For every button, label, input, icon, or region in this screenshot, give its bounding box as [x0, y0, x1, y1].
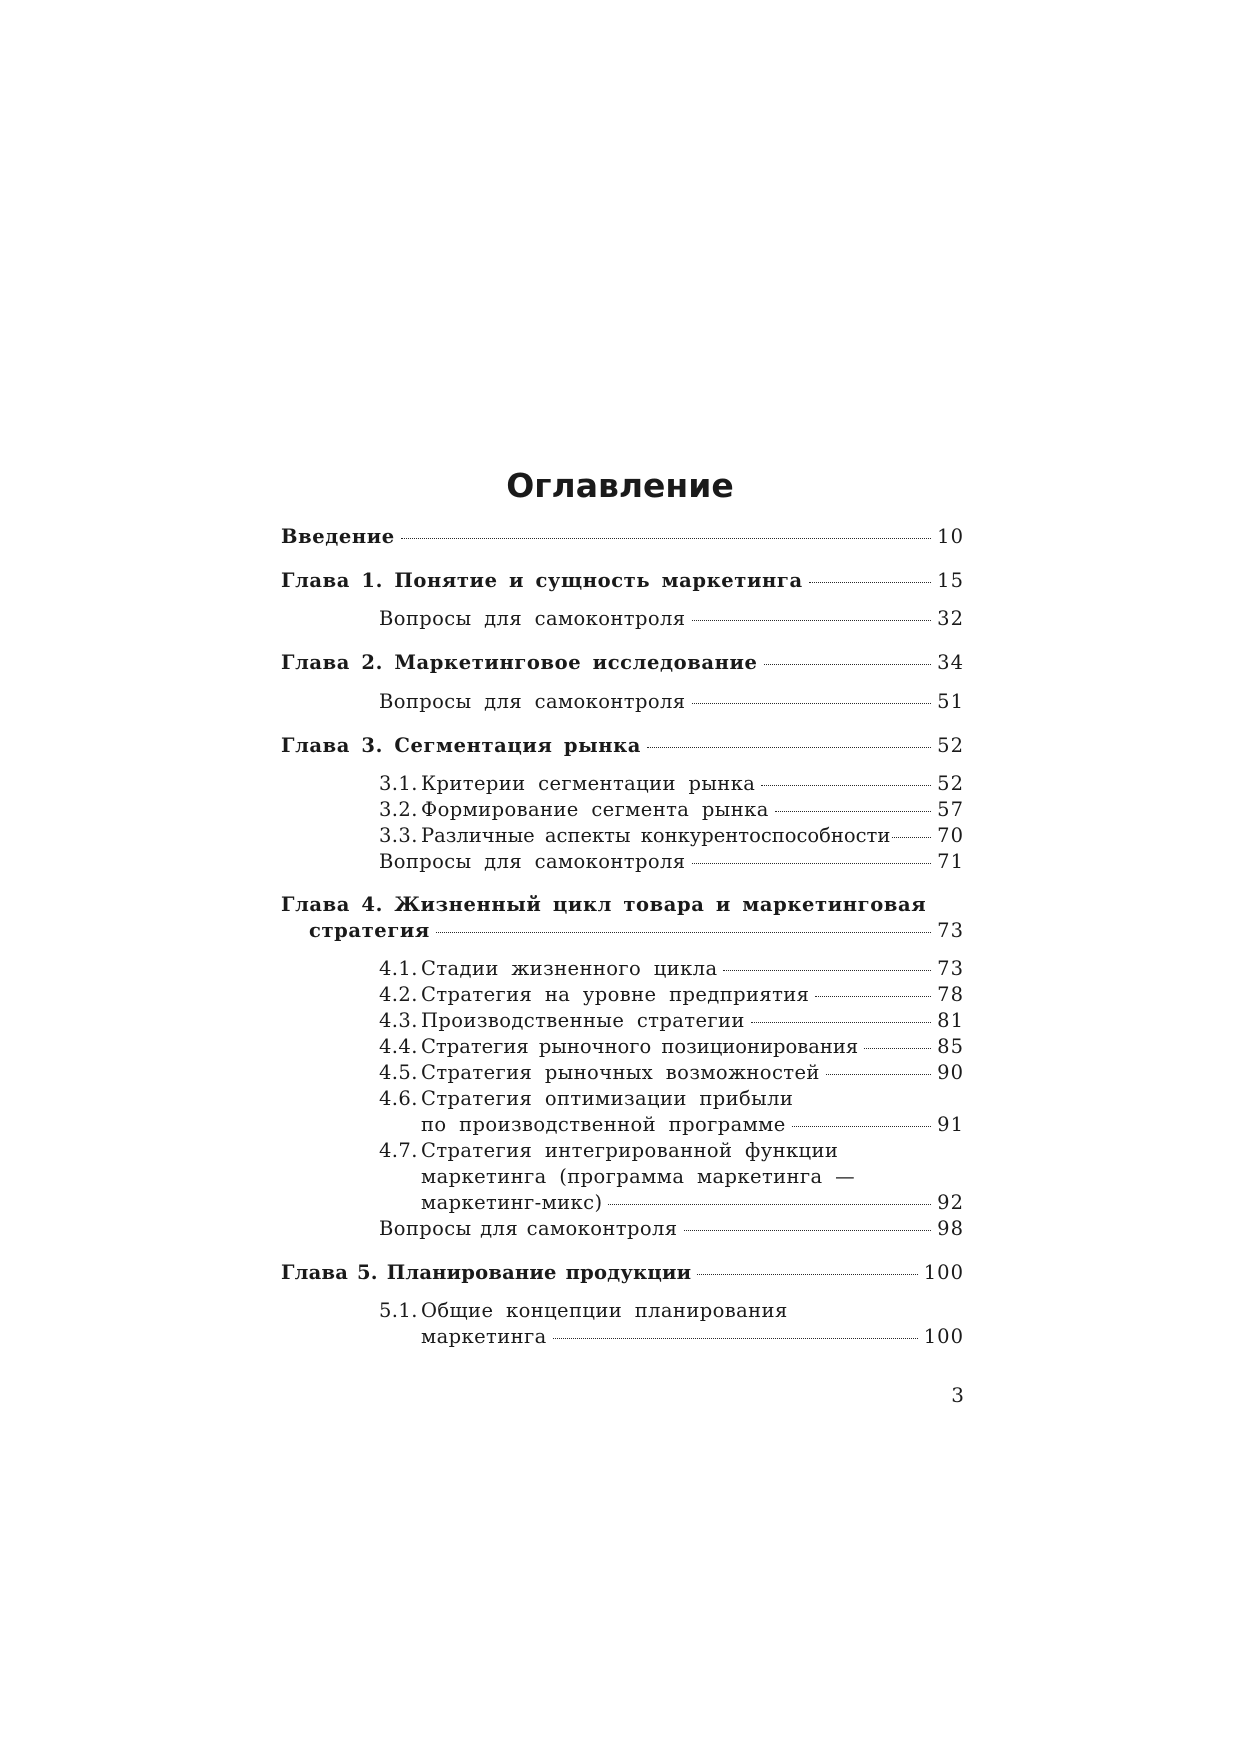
- toc-entry-title: Глава 5. Планирование продукции: [281, 1261, 692, 1284]
- toc-entry-section-4-5[interactable]: [379, 1060, 964, 1086]
- toc-entry-page: 10: [937, 525, 964, 548]
- toc-entry-chapter-4[interactable]: [281, 892, 926, 918]
- dot-leader: [892, 837, 931, 838]
- toc-entry-section-4-6-cont[interactable]: [421, 1112, 964, 1138]
- toc-entry-title: Стратегия оптимизации прибыли: [421, 1087, 794, 1110]
- dot-leader: [401, 538, 931, 539]
- toc-entry-section-4-1[interactable]: [379, 956, 964, 982]
- toc-entry-page: 81: [937, 1009, 964, 1032]
- toc-entry-title: Общие концепции планирования: [421, 1299, 788, 1322]
- toc-entry-section-4-4[interactable]: [379, 1034, 964, 1060]
- dot-leader: [826, 1074, 931, 1075]
- toc-entry-section-4-6[interactable]: [379, 1086, 793, 1112]
- dot-leader: [751, 1022, 931, 1023]
- toc-entry-title: Вопросы для самоконтроля: [379, 850, 686, 873]
- toc-entry-section-3-3[interactable]: [379, 823, 964, 849]
- toc-entry-title: Стратегия на уровне предприятия: [421, 983, 810, 1006]
- toc-entry-title: Производственные стратегии: [421, 1009, 745, 1032]
- dot-leader: [647, 747, 931, 748]
- toc-entry-chapter-3[interactable]: [281, 733, 964, 759]
- toc-entry-number: 4.1.: [379, 957, 418, 980]
- toc-entry-page: 52: [937, 772, 964, 795]
- toc-entry-title-cont: маркетинга (программа маркетинга —: [421, 1165, 856, 1188]
- toc-entry-number: 4.5.: [379, 1061, 418, 1084]
- toc-entry-page: 73: [937, 919, 964, 942]
- toc-entry-number: 4.6.: [379, 1087, 418, 1110]
- toc-entry-page: 51: [937, 690, 964, 713]
- toc-entry-number: 4.4.: [379, 1035, 418, 1058]
- toc-entry-page: 71: [937, 850, 964, 873]
- toc-entry-title: Различные аспекты конкурентоспособности: [421, 824, 891, 847]
- toc-entry-section-4-3[interactable]: [379, 1008, 964, 1034]
- toc-entry-chapter-5[interactable]: [281, 1260, 964, 1286]
- dot-leader: [608, 1204, 931, 1205]
- toc-entry-title: Вопросы для самоконтроля: [379, 1217, 678, 1240]
- toc-entry-page: 91: [937, 1113, 964, 1136]
- dot-leader: [553, 1338, 918, 1339]
- toc-entry-section-4-2[interactable]: [379, 982, 964, 1008]
- toc-entry-title: Стратегия рыночных возможностей: [421, 1061, 820, 1084]
- toc-entry-page: 32: [937, 607, 964, 630]
- toc-entry-title: Стратегия интегрированной функции: [421, 1139, 839, 1162]
- toc-entry-title-cont: маркетинг-микс): [421, 1191, 603, 1214]
- toc-entry-section-4-7-cont[interactable]: [421, 1164, 855, 1190]
- dot-leader: [697, 1274, 918, 1275]
- toc-entry-page: 15: [937, 569, 964, 592]
- toc-entry-section-3-1[interactable]: [379, 771, 964, 797]
- toc-entry-section-5-1-cont[interactable]: [421, 1324, 964, 1350]
- toc-entry-title: Критерии сегментации рынка: [421, 772, 756, 795]
- toc-entry-page: 85: [937, 1035, 964, 1058]
- dot-leader: [761, 785, 931, 786]
- toc-entry-title: Глава 4. Жизненный цикл товара и маркетинговая: [281, 893, 927, 916]
- toc-entry-title: Глава 3. Сегментация рынка: [281, 734, 642, 757]
- toc-entry-title-cont: маркетинга: [421, 1325, 547, 1348]
- toc-entry-title: Введение: [281, 525, 395, 548]
- toc-entry-chapter-1[interactable]: [281, 568, 964, 594]
- toc-entry-title: Глава 2. Маркетинговое исследование: [281, 651, 758, 674]
- table-of-contents: [281, 0, 964, 1755]
- toc-entry-number: 4.3.: [379, 1009, 418, 1032]
- toc-entry-page: 34: [937, 651, 964, 674]
- toc-entry-number: 4.7.: [379, 1139, 418, 1162]
- toc-entry-page: 100: [923, 1325, 964, 1348]
- toc-entry-title: Вопросы для самоконтроля: [379, 607, 686, 630]
- toc-entry-section-4-7-cont2[interactable]: [421, 1190, 964, 1216]
- toc-entry-title: Формирование сегмента рынка: [421, 798, 769, 821]
- toc-entry-page: 92: [937, 1191, 964, 1214]
- toc-entry-chapter-2[interactable]: [281, 650, 964, 676]
- toc-entry-page: 73: [937, 957, 964, 980]
- dot-leader: [775, 811, 931, 812]
- dot-leader: [792, 1126, 931, 1127]
- toc-entry-section-3-2[interactable]: [379, 797, 964, 823]
- toc-entry-questions-4[interactable]: [379, 1216, 964, 1242]
- toc-entry-title: Глава 1. Понятие и сущность маркетинга: [281, 569, 803, 592]
- toc-entry-questions-3[interactable]: [379, 849, 964, 875]
- dot-leader: [692, 620, 932, 621]
- toc-entry-page: 90: [937, 1061, 964, 1084]
- dot-leader: [809, 582, 931, 583]
- dot-leader: [436, 932, 931, 933]
- toc-entry-number: 3.2.: [379, 798, 418, 821]
- toc-entry-page: 100: [923, 1261, 964, 1284]
- toc-entry-title: Вопросы для самоконтроля: [379, 690, 686, 713]
- dot-leader: [723, 970, 931, 971]
- toc-entry-section-5-1[interactable]: [379, 1298, 788, 1324]
- toc-entry-section-4-7[interactable]: [379, 1138, 838, 1164]
- toc-entry-number: 4.2.: [379, 983, 418, 1006]
- page-title: Оглавление: [506, 466, 734, 505]
- dot-leader: [864, 1048, 931, 1049]
- toc-entry-number: 3.1.: [379, 772, 418, 795]
- toc-entry-number: 5.1.: [379, 1299, 418, 1322]
- toc-entry-introduction[interactable]: [281, 524, 964, 550]
- toc-entry-page: 78: [937, 983, 964, 1006]
- toc-entry-title-cont: по производственной программе: [421, 1113, 786, 1136]
- dot-leader: [815, 996, 931, 997]
- dot-leader: [692, 703, 932, 704]
- dot-leader: [684, 1230, 932, 1231]
- toc-entry-questions-2[interactable]: [379, 689, 964, 715]
- toc-entry-title: Стратегия рыночного позиционирования: [421, 1035, 859, 1058]
- toc-entry-questions-1[interactable]: [379, 606, 964, 632]
- toc-entry-page: 57: [937, 798, 964, 821]
- toc-entry-page: 70: [937, 824, 964, 847]
- toc-entry-title: Стадии жизненного цикла: [421, 957, 718, 980]
- toc-entry-title-cont: стратегия: [309, 919, 430, 942]
- toc-entry-number: 3.3.: [379, 824, 418, 847]
- dot-leader: [692, 863, 932, 864]
- toc-entry-page: 52: [937, 734, 964, 757]
- dot-leader: [764, 664, 932, 665]
- toc-entry-page: 98: [937, 1217, 964, 1240]
- toc-entry-chapter-4-cont[interactable]: [309, 918, 964, 944]
- page-number: 3: [951, 1383, 964, 1407]
